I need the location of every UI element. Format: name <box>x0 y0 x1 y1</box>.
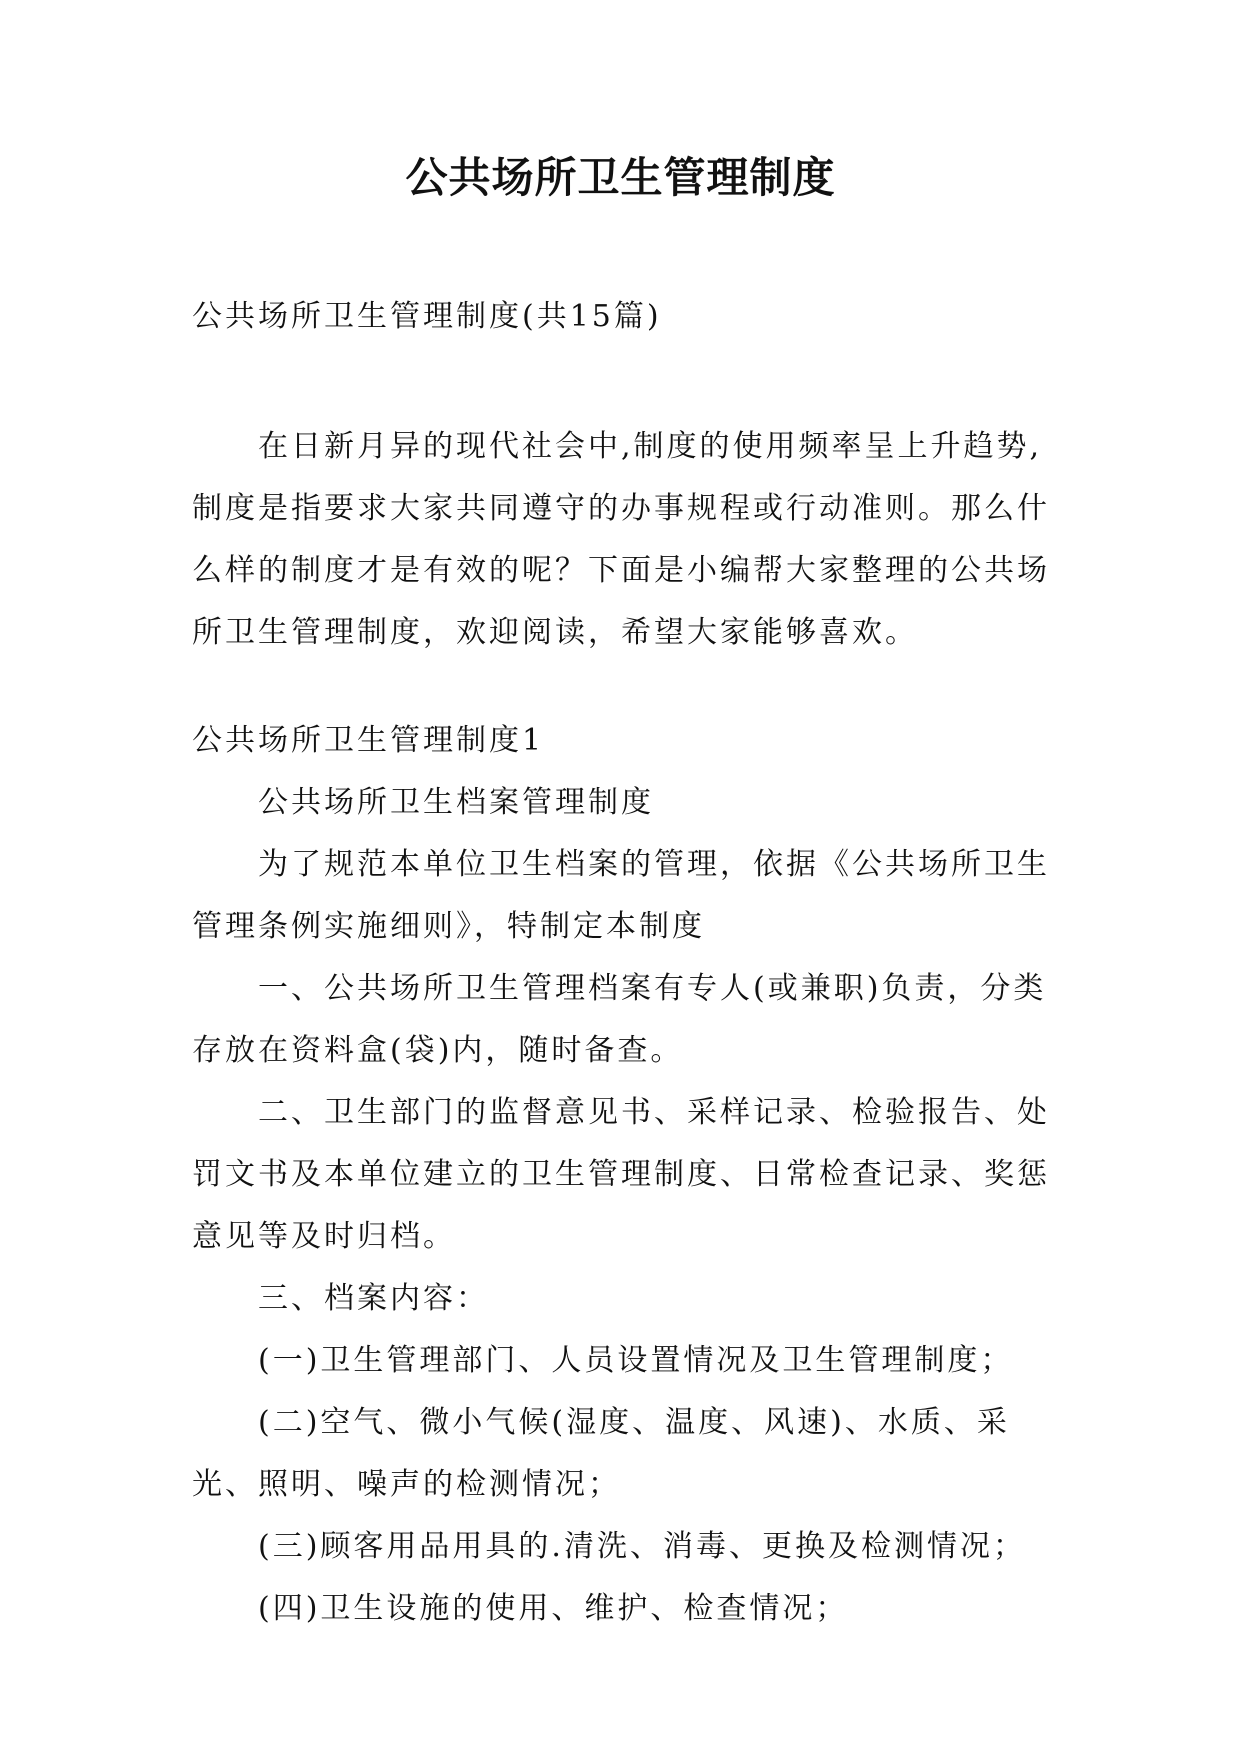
document-title: 公共场所卫生管理制度 <box>405 153 836 202</box>
paragraph: (三)顾客用品用具的.清洗、消毒、更换及检测情况； <box>258 1529 1026 1564</box>
spacer <box>192 348 1060 416</box>
paragraph: (一)卫生管理部门、人员设置情况及卫生管理制度； <box>258 1343 1014 1378</box>
document-subtitle: 公共场所卫生管理制度(共15篇) <box>192 299 662 334</box>
section-heading: 公共场所卫生管理制度1 <box>192 723 545 758</box>
paragraph: (四)卫生设施的使用、维护、检查情况； <box>258 1591 849 1626</box>
paragraph: 公共场所卫生档案管理制度 <box>258 785 654 820</box>
paragraph: (二)空气、微小气候(湿度、温度、风速)、水质、采光、照明、噪声的检测情况； <box>192 1405 1010 1502</box>
document-body <box>192 286 1060 1640</box>
paragraph: 三、档案内容： <box>258 1281 489 1316</box>
paragraph: 二、卫生部门的监督意见书、采样记录、检验报告、处罚文书及本单位建立的卫生管理制度、日常检查记录、奖惩意见等及时归档。 <box>192 1095 1050 1254</box>
spacer <box>192 664 1060 710</box>
paragraph: 一、公共场所卫生管理档案有专人(或兼职)负责，分类存放在资料盒(袋)内，随时备查。 <box>192 971 1047 1068</box>
paragraph: 为了规范本单位卫生档案的管理，依据《公共场所卫生管理条例实施细则》，特制定本制度 <box>192 847 1050 944</box>
intro-paragraph: 在日新月异的现代社会中,制度的使用频率呈上升趋势,制度是指要求大家共同遵守的办事规程或行动准则。那么什么样的制度才是有效的呢？下面是小编帮大家整理的公共场所卫生管理制度，欢迎阅读，希望大家能够喜欢。 <box>192 429 1050 650</box>
